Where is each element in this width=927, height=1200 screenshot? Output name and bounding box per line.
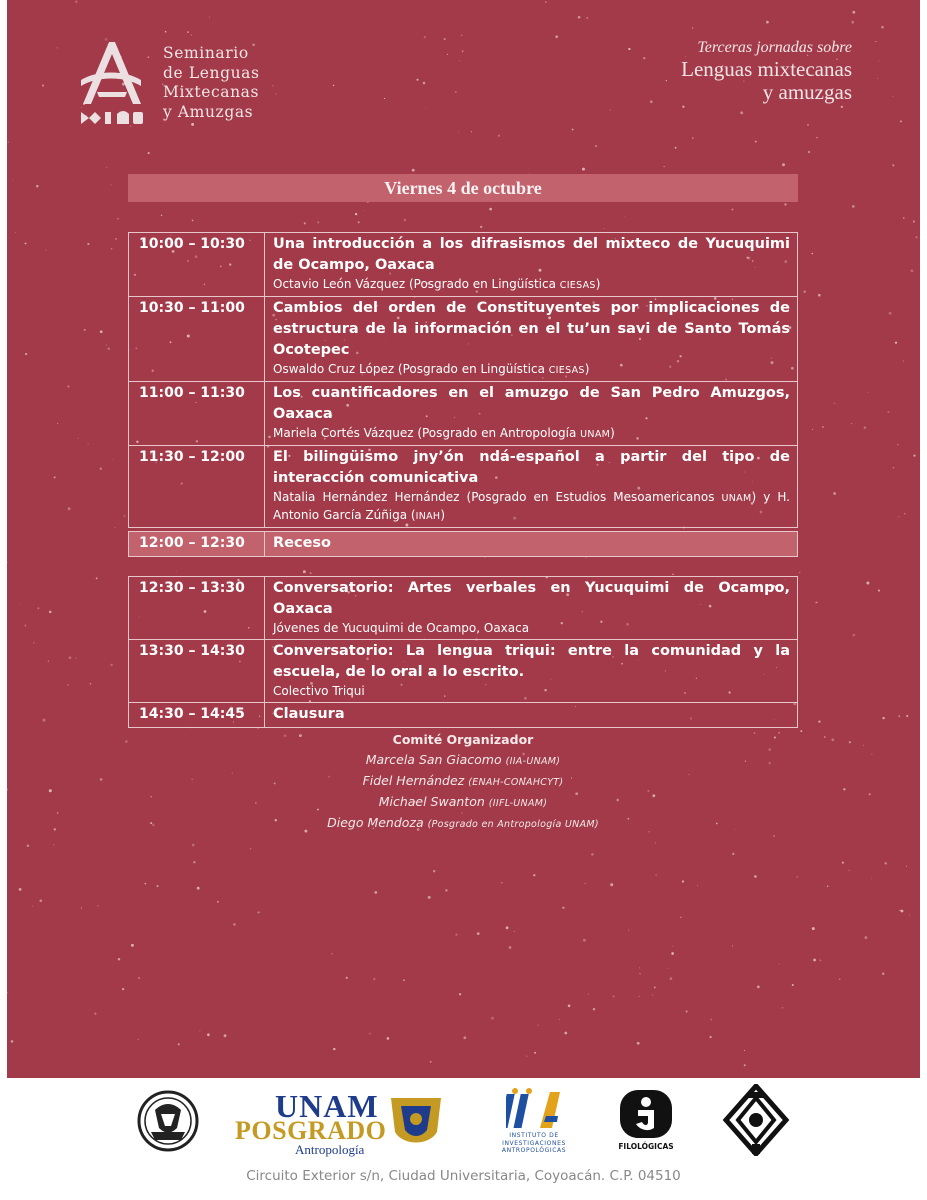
break-time: 12:00 – 12:30 [129, 532, 265, 557]
session-details [265, 297, 798, 382]
speaker-name: Natalia Hernández Hernández (Posgrado en Estudios Mesoamericanos [273, 490, 722, 504]
schedule-row [129, 703, 798, 728]
member-affiliation: (Posgrado en Antropología UNAM) [427, 819, 599, 830]
session-speaker [273, 489, 790, 525]
session-speaker: Jóvenes de Yucuquimi de Ocampo, Oaxaca [273, 621, 530, 635]
speaker-suffix: ) y H. Antonio García Zúñiga ( [273, 490, 790, 522]
seminar-a-logo-icon [77, 40, 147, 124]
enah-glyph-icon [722, 1084, 790, 1156]
unam-shield-icon [385, 1092, 447, 1152]
member-name: Diego Mendoza [327, 815, 424, 830]
break-details [265, 532, 798, 557]
filologicas-mark-icon [618, 1088, 674, 1140]
iia-logo [494, 1088, 574, 1160]
session-title: El bilingüismo jny’ón ndá-español a partir del tipo de interacción comunicativa [273, 449, 790, 486]
session-time: 14:30 – 14:45 [129, 703, 265, 728]
filologicas-logo [616, 1088, 676, 1156]
address: Circuito Exterior s/n, Ciudad Universitaria, Coyoacán. C.P. 04510 [246, 1168, 681, 1184]
event-pretitle: Terceras jornadas sobre [697, 39, 852, 56]
session-time: 13:30 – 14:30 [129, 640, 265, 703]
session-time: 10:00 – 10:30 [129, 233, 265, 297]
session-details [265, 446, 798, 528]
member-name: Fidel Hernández [362, 773, 465, 788]
seminar-title [163, 44, 260, 122]
iia-line: INVESTIGACIONES [502, 1139, 566, 1147]
iia-mark-icon [506, 1088, 560, 1130]
session-title: Los cuantificadores en el amuzgo de San Pedro Amuzgos, Oaxaca [273, 385, 790, 422]
member-affiliation: (ENAH-CONAHCYT) [468, 777, 564, 788]
seminar-line: Seminario [163, 44, 249, 62]
member-name: Marcela San Giacomo [365, 752, 502, 767]
break-label: Receso [273, 535, 332, 551]
committee-member [128, 771, 798, 792]
sponsor-logos [0, 1082, 927, 1160]
schedule-row [129, 233, 798, 297]
day-heading: Viernes 4 de octubre [128, 174, 798, 202]
member-affiliation: (IIFL-UNAM) [488, 798, 548, 809]
session-title: Conversatorio: La lengua triqui: entre la comunidad y la escuela, de lo oral a lo escrito. [273, 643, 790, 680]
speaker-suffix: ) [610, 426, 615, 440]
seminar-line: de Lenguas [163, 63, 260, 82]
event-title [681, 38, 852, 104]
session-details [265, 703, 798, 728]
session-speaker: Colectivo Triqui [273, 684, 365, 698]
speaker-name: Octavio León Vázquez (Posgrado en Lingüística [273, 277, 560, 291]
filologicas-label: FILOLÓGICAS [618, 1142, 674, 1151]
schedule-row [129, 297, 798, 382]
session-speaker [273, 276, 790, 294]
speaker-institution: UNAM [721, 493, 752, 504]
unam-crest-icon [137, 1088, 199, 1154]
unam-posgrado-logo [235, 1088, 450, 1158]
session-title: Cambios del orden de Constituyentes por implicaciones de estructura de la información en el tu’un savi de Santo Tomás Ocotepec [273, 300, 790, 358]
member-affiliation: (IIA-UNAM) [505, 756, 561, 767]
session-title: Conversatorio: Artes verbales en Yucuquimi de Ocampo, Oaxaca [273, 580, 790, 617]
poster-background [7, 0, 920, 1078]
speaker-suffix: ) [595, 277, 601, 291]
speaker-institution: INAH [415, 511, 441, 522]
committee-member [128, 750, 798, 771]
speaker-suffix: ) [584, 362, 590, 376]
session-details [265, 382, 798, 446]
committee-member [128, 792, 798, 813]
speaker-institution: CIESAS [559, 280, 596, 291]
iia-name [494, 1132, 574, 1155]
session-title: Clausura [273, 706, 345, 722]
committee-heading: Comité Organizador [392, 732, 534, 747]
speaker-name: Mariela Cortés Vázquez (Posgrado en Antropología [273, 426, 581, 440]
schedule-table-morning [128, 232, 798, 528]
seminar-line: y Amuzgas [163, 102, 254, 121]
session-time: 11:30 – 12:00 [129, 446, 265, 528]
member-name: Michael Swanton [378, 794, 485, 809]
iia-line: ANTROPOLÓGICAS [501, 1147, 567, 1154]
session-time: 12:30 – 13:30 [129, 577, 265, 640]
schedule-row [129, 640, 798, 703]
session-title: Una introducción a los difrasismos del mixteco de Yucuquimi de Ocampo, Oaxaca [273, 236, 790, 273]
session-speaker [273, 361, 790, 379]
committee-member [128, 813, 798, 834]
schedule-row [129, 577, 798, 640]
event-title-line: Lenguas mixtecanas [681, 57, 852, 81]
session-details [265, 640, 798, 703]
session-details [265, 577, 798, 640]
unam-wordmark: UNAM [275, 1088, 379, 1124]
session-speaker [273, 425, 790, 443]
session-time: 10:30 – 11:00 [129, 297, 265, 382]
speaker-suffix: ) [440, 508, 446, 522]
session-details [265, 233, 798, 297]
schedule-row [129, 382, 798, 446]
organizing-committee [128, 730, 798, 834]
seminar-line: Mixtecanas [163, 83, 260, 101]
session-time: 11:00 – 11:30 [129, 382, 265, 446]
iia-line: INSTITUTO DE [509, 1132, 559, 1139]
schedule-table-afternoon [128, 576, 798, 728]
schedule-row [129, 446, 798, 528]
speaker-name: Oswaldo Cruz López (Posgrado en Lingüística [273, 362, 549, 376]
speaker-institution: CIESAS [548, 365, 585, 376]
break-table [128, 531, 798, 557]
seminar-logo [77, 40, 277, 130]
antropologia-label: Antropología [295, 1142, 365, 1157]
break-row [129, 532, 798, 557]
posgrado-wordmark: POSGRADO [235, 1116, 387, 1145]
event-title-line: y amuzgas [762, 80, 852, 104]
speaker-institution: UNAM [580, 429, 611, 440]
